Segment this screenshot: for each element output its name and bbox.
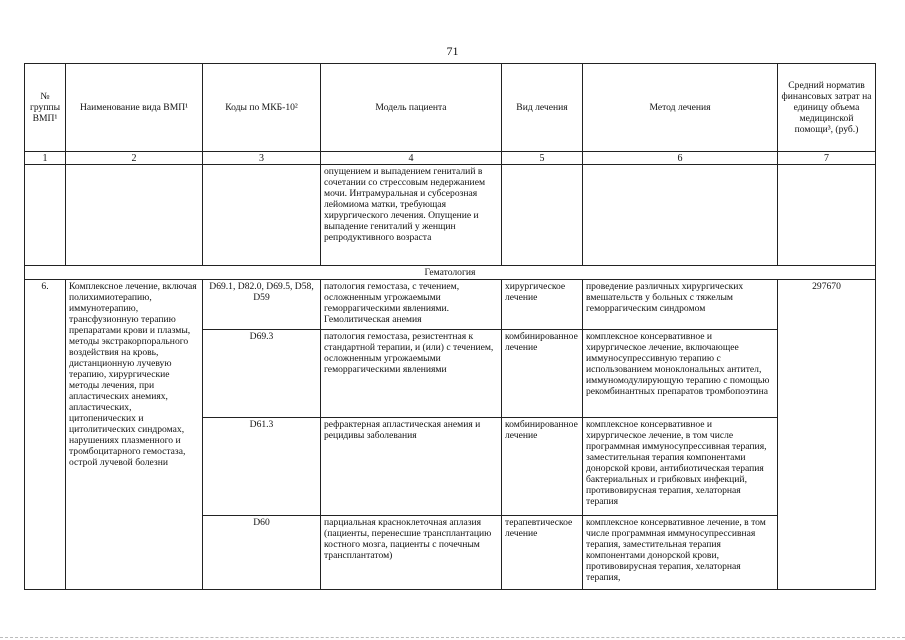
table-row: [25, 280, 876, 330]
icd-codes: D69.3: [203, 330, 321, 418]
header-treatment-type: Вид лечения: [502, 64, 583, 152]
empty-cell: [502, 165, 583, 266]
treatment-type: хирургическое лечение: [502, 280, 583, 330]
patient-model: патология гемостаза, с течением, осложненным угрожаемыми геморрагическими явлениями. Гемолитическая анемия: [321, 280, 502, 330]
treatment-method: комплексное консервативное лечение, в том числе программная иммуносупрессивная терапия, заместительная терапия компонентами донорской крови, противовирусная терапия, хелаторная терапия,: [583, 516, 778, 590]
header-group-number: № группы ВМП¹: [25, 64, 66, 152]
header-icd-codes: Коды по МКБ-10²: [203, 64, 321, 152]
vmp-table: [24, 63, 876, 590]
group-name: Комплексное лечение, включая полихимиотерапию, иммунотерапию, трансфузионную терапию препаратами крови и плазмы, методы экстракорпорального воздействия на кровь, дистанционную лучевую терапию, хирургические методы лечения, при апластических анемиях, апластических, цитопенических и цитолитических синдромах, нарушениях плазменного и тромбоцитарного гемостаза, острой лучевой болезни: [66, 280, 203, 590]
treatment-method: проведение различных хирургических вмешательств у больных с тяжелым геморрагическим синдромом: [583, 280, 778, 330]
column-number: 4: [321, 152, 502, 165]
empty-cell: [583, 165, 778, 266]
column-number: 1: [25, 152, 66, 165]
treatment-type: комбинированное лечение: [502, 330, 583, 418]
icd-codes: D69.1, D82.0, D69.5, D58, D59: [203, 280, 321, 330]
header-row: [25, 64, 876, 152]
icd-codes: D60: [203, 516, 321, 590]
column-number: 7: [778, 152, 876, 165]
column-number: 6: [583, 152, 778, 165]
empty-cell: [66, 165, 203, 266]
patient-model: рефрактерная апластическая анемия и рецидивы заболевания: [321, 418, 502, 516]
group-number: 6.: [25, 280, 66, 590]
empty-cell: [203, 165, 321, 266]
header-cost-norm: Средний норматив финансовых затрат на единицу объема медицинской помощи³, (руб.): [778, 64, 876, 152]
header-treatment-method: Метод лечения: [583, 64, 778, 152]
continuation-row: [25, 165, 876, 266]
patient-model: парциальная красноклеточная аплазия (пациенты, перенесшие трансплантацию костного мозга, пациенты с почечным трансплантатом): [321, 516, 502, 590]
page-number: 71: [446, 44, 459, 58]
treatment-method: комплексное консервативное и хирургическое лечение, включающее иммуносупрессивную терапию с использованием моноклональных антител, иммуномодулирующую терапию с помощью рекомбинантных препаратов тромбопоэтина: [583, 330, 778, 418]
icd-codes: D61.3: [203, 418, 321, 516]
cost-value: 297670: [778, 280, 876, 590]
patient-model: патология гемостаза, резистентная к стандартной терапии, и (или) с течением, осложненным угрожаемыми геморрагическими явлениями: [321, 330, 502, 418]
column-number-row: [25, 152, 876, 165]
column-number: 3: [203, 152, 321, 165]
section-title: Гематология: [25, 266, 876, 280]
treatment-method: комплексное консервативное и хирургическое лечение, в том числе программная иммуносупрессивная терапия, заместительная терапия компонентами донорской крови, антибиотическая терапия бактериальных и грибковых инфекций, противовирусная терапия, хелаторная терапия: [583, 418, 778, 516]
empty-cell: [25, 165, 66, 266]
empty-cell: [778, 165, 876, 266]
column-number: 2: [66, 152, 203, 165]
header-vmp-name: Наименование вида ВМП¹: [66, 64, 203, 152]
treatment-type: комбинированное лечение: [502, 418, 583, 516]
treatment-type: терапевтическое лечение: [502, 516, 583, 590]
section-row: [25, 266, 876, 280]
header-patient-model: Модель пациента: [321, 64, 502, 152]
continuation-model: опущением и выпадением гениталий в сочетании со стрессовым недержанием мочи. Интрамуральная и субсерозная лейомиома матки, требующая хирургического лечения. Опущение и выпадение гениталий у женщин репродуктивного возраста: [321, 165, 502, 266]
column-number: 5: [502, 152, 583, 165]
